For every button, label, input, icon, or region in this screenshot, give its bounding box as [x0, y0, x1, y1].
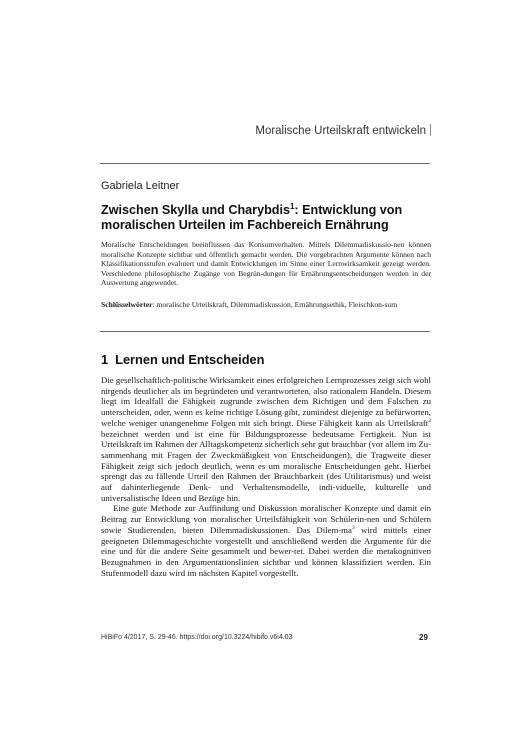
paragraph-2-part-a: Eine gute Methode zur Auffindung und Diskussion moralischer Konzepte und damit ein Beitrag zur Entwicklung von moralischer Urteilsfähigkeit von Schülerin-nen und Schülern sowie Studierenden, bieten Dilemmadiskussionen. Das Dilem-ma	[101, 503, 431, 535]
paragraph-1-part-b: bezeichnet werden und ist eine für Bildungsprozesse bedeutsame Fertigkeit. Nun ist Urteilskraft im Rahmen der Alltagskompetenz sicherlich sehr gut brauchbar (vor allem im Zu-sammenhang mit Fragen der Zweckmäßigkeit von Entscheidungen), die Tragweite dieser Fähigkeit zeigt sich jedoch deutlich, wenn es um moralische Entscheidungen geht. Hierbei sprengt das zu fällende Urteil den Rahmen der Brauchbarkeit (des Utilitarismus) und weist auf dahinterliegende Denk- und Verhaltensmodelle, indi-viduelle, kulturelle und universalistische Ideen und Bezüge hin.	[101, 428, 431, 503]
abstract-rule	[100, 331, 430, 332]
footnote-mark-2: 2	[428, 417, 431, 424]
footnote-mark-3: 3	[351, 524, 355, 531]
paragraph-2-part-b: wird mittels einer geeigneten Dilemmageschichte vorgestellt und anschließend werden die Argumente für die eine und für die andere Seite gesammelt und bewer-tet. Dabei werden die metakognitiven Bezugnahmen in den Argumentationslinien sichtbar und können klassifiziert werden. Ein Stufenmodell dazu wird im nächsten Kapitel vorgestellt.	[101, 524, 431, 578]
article-title	[101, 199, 431, 233]
section-heading	[101, 352, 264, 367]
title-part-1: Zwischen Skylla und Charybdis	[101, 203, 290, 218]
running-head-bar	[430, 124, 431, 136]
abstract: Moralische Entscheidungen beeinflussen das Konsumverhalten. Mittels Dilemmadiskussio-nen können moralische Konzepte sichtbar und öffentlich gemacht werden. Die vorgebrachten Argumente können nach Klassifikationsstufen evaluiert und damit Entwicklungen im Sinne einer Lernwirksamkeit gezeigt werden. Verschiedene philosophische Zugänge von Begrün-dungen für Ernährungsentscheidungen werden in der Auswertung angewendet.	[101, 240, 431, 288]
page-number: 29	[419, 633, 428, 642]
keywords-text: : moralische Urteilskraft, Dilemmadiskussion, Ernährungsethik, Fleischkon-sum	[152, 300, 398, 309]
running-head	[255, 124, 431, 137]
keywords	[101, 300, 431, 310]
running-head-text: Moralische Urteilskraft entwickeln	[255, 125, 426, 137]
title-part-2: : Entwicklung von moralischen Urteilen im Fachbereich Ernährung	[101, 203, 403, 233]
title-footnote-mark: 1	[289, 202, 295, 211]
paragraph-2	[101, 503, 431, 578]
section-title: Lernen und Entscheiden	[115, 352, 265, 367]
author: Gabriela Leitner	[101, 180, 180, 192]
top-rule	[100, 163, 430, 164]
keywords-label: Schlüsselwörter	[101, 300, 153, 309]
paragraph-1-part-a: Die gesellschaftlich-politische Wirksamkeit eines erfolgreichen Lernprozesses zeigt sich wohl nirgends deutlicher als im begründeten und verantworteten, also rationalem Handeln. Diesem liegt im Idealfall die Fähigkeit zugrunde zwischen dem Richtigen und dem Falschen zu unterscheiden, oder, wenn es keine richtige Lösung gibt, zumindest diejenige zu befürworten, welche weniger unangenehme Folgen mit sich bringt. Diese Fähigkeit kann als Urteilskraft	[101, 375, 431, 428]
paragraph-1	[101, 375, 431, 503]
section-number: 1	[101, 352, 109, 367]
footer-citation: HiBiFo 4/2017, S. 29-46. https://doi.org/10.3224/hibifo.v6i4.03	[101, 634, 293, 641]
body-text	[101, 375, 431, 578]
